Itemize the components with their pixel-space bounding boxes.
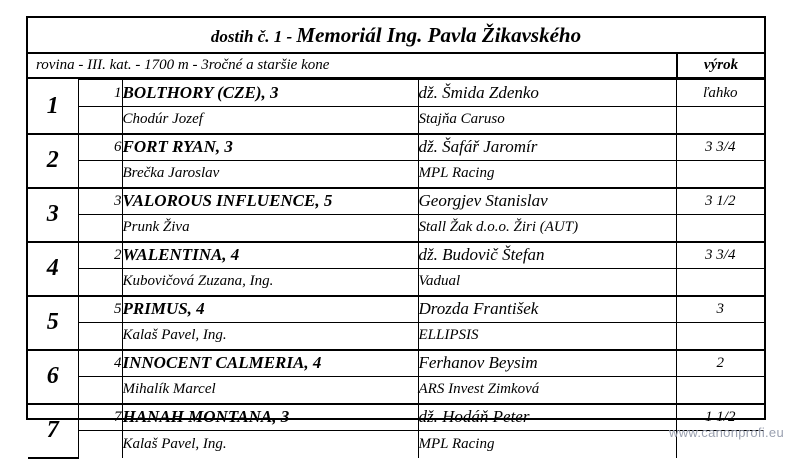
table-row <box>28 242 764 269</box>
table-row <box>28 134 764 161</box>
watermark: www.canonprofi.eu <box>669 425 784 440</box>
owner-name: Stajňa Caruso <box>418 107 676 134</box>
owner-name: Vadual <box>418 269 676 296</box>
owner-name: ARS Invest Zimková <box>418 377 676 404</box>
empty-cell <box>676 215 764 242</box>
finish-position: 5 <box>28 296 78 350</box>
horse-name: WALENTINA, 4 <box>122 242 418 269</box>
finish-position: 3 <box>28 188 78 242</box>
jockey-name: Georgjev Stanislav <box>418 188 676 215</box>
trainer-name: Kubovičová Zuzana, Ing. <box>122 269 418 296</box>
table-row <box>28 161 764 188</box>
saddle-number: 2 <box>78 242 122 269</box>
race-title-row <box>28 18 764 54</box>
empty-cell <box>78 161 122 188</box>
owner-name: MPL Racing <box>418 431 676 458</box>
jockey-name: dž. Budovič Štefan <box>418 242 676 269</box>
table-row <box>28 215 764 242</box>
finish-position: 7 <box>28 404 78 458</box>
race-title-prefix: dostih č. 1 - <box>210 26 297 46</box>
verdict-value: 2 <box>676 350 764 377</box>
jockey-name: Ferhanov Beysim <box>418 350 676 377</box>
empty-cell <box>78 377 122 404</box>
horse-name: BOLTHORY (CZE), 3 <box>122 80 418 107</box>
empty-cell <box>78 323 122 350</box>
empty-cell <box>676 323 764 350</box>
trainer-name: Prunk Živa <box>122 215 418 242</box>
table-row <box>28 323 764 350</box>
verdict-value: 3 3/4 <box>676 242 764 269</box>
horse-name: PRIMUS, 4 <box>122 296 418 323</box>
jockey-name: dž. Šafář Jaromír <box>418 134 676 161</box>
table-row <box>28 296 764 323</box>
finish-position: 4 <box>28 242 78 296</box>
owner-name: ELLIPSIS <box>418 323 676 350</box>
horse-name: VALOROUS INFLUENCE, 5 <box>122 188 418 215</box>
empty-cell <box>676 161 764 188</box>
results-table <box>28 79 764 459</box>
saddle-number: 7 <box>78 404 122 431</box>
table-row <box>28 431 764 458</box>
race-conditions: rovina - III. kat. - 1700 m - 3ročné a staršie kone <box>36 57 330 73</box>
verdict-value: 3 <box>676 296 764 323</box>
saddle-number: 4 <box>78 350 122 377</box>
verdict-value: 1 1/2 <box>676 404 764 431</box>
race-title-main: Memoriál Ing. Pavla Žikavského <box>296 22 582 47</box>
empty-cell <box>676 377 764 404</box>
trainer-name: Brečka Jaroslav <box>122 161 418 188</box>
finish-position: 2 <box>28 134 78 188</box>
owner-name: Stall Žak d.o.o. Žiri (AUT) <box>418 215 676 242</box>
owner-name: MPL Racing <box>418 161 676 188</box>
horse-name: HANAH MONTANA, 3 <box>122 404 418 431</box>
empty-cell <box>78 431 122 458</box>
page-title <box>211 23 581 48</box>
table-row <box>28 188 764 215</box>
saddle-number: 1 <box>78 80 122 107</box>
saddle-number: 5 <box>78 296 122 323</box>
race-conditions-row <box>28 54 764 79</box>
saddle-number: 6 <box>78 134 122 161</box>
table-row <box>28 80 764 107</box>
empty-cell <box>78 107 122 134</box>
table-row <box>28 377 764 404</box>
trainer-name: Kalaš Pavel, Ing. <box>122 431 418 458</box>
horse-name: FORT RYAN, 3 <box>122 134 418 161</box>
trainer-name: Mihalík Marcel <box>122 377 418 404</box>
empty-cell <box>78 215 122 242</box>
horse-name: INNOCENT CALMERIA, 4 <box>122 350 418 377</box>
empty-cell <box>676 107 764 134</box>
table-row <box>28 350 764 377</box>
trainer-name: Chodúr Jozef <box>122 107 418 134</box>
finish-position: 1 <box>28 80 78 134</box>
finish-position: 6 <box>28 350 78 404</box>
jockey-name: Drozda František <box>418 296 676 323</box>
empty-cell <box>78 269 122 296</box>
saddle-number: 3 <box>78 188 122 215</box>
table-row <box>28 107 764 134</box>
verdict-value: ľahko <box>676 80 764 107</box>
jockey-name: dž. Šmida Zdenko <box>418 80 676 107</box>
table-row <box>28 404 764 431</box>
verdict-value: 3 3/4 <box>676 134 764 161</box>
jockey-name: dž. Hodáň Peter <box>418 404 676 431</box>
table-row <box>28 269 764 296</box>
verdict-column-header: výrok <box>676 54 764 77</box>
trainer-name: Kalaš Pavel, Ing. <box>122 323 418 350</box>
verdict-value: 3 1/2 <box>676 188 764 215</box>
empty-cell <box>676 269 764 296</box>
